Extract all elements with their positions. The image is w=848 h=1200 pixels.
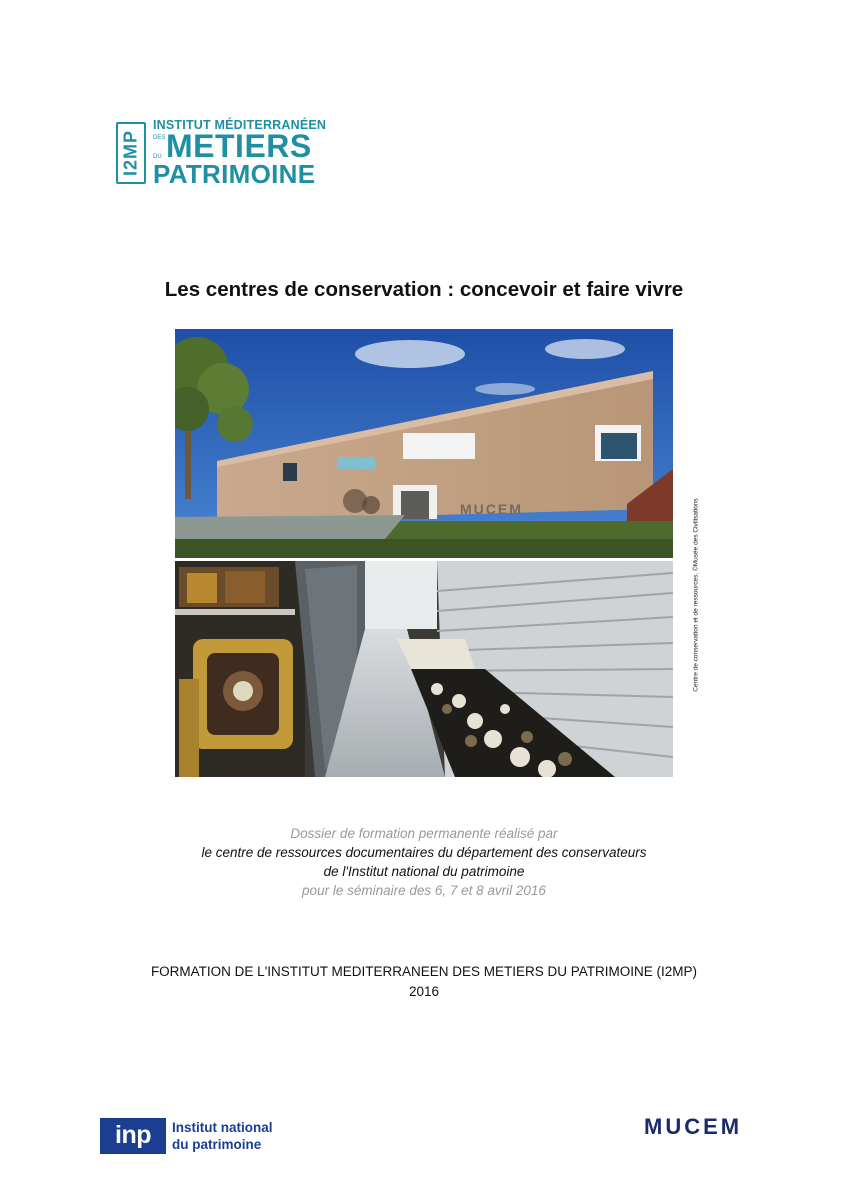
i2mp-logo-du: DU [153, 154, 162, 160]
storage-photo [175, 561, 673, 777]
i2mp-logo-line1: INSTITUT MÉDITERRANÉEN [153, 118, 327, 132]
inp-logo-line1: Institut national [172, 1120, 273, 1135]
i2mp-logo-mark: I2MP [116, 122, 146, 184]
formation-year: 2016 [408, 984, 440, 999]
building-sign: MUCEM [460, 501, 523, 517]
inp-logo [100, 1118, 290, 1158]
mucem-logo: MUCEM [644, 1114, 743, 1139]
i2mp-logo [116, 118, 341, 190]
building-photo [175, 329, 673, 559]
dossier-line-2: le centre de ressources documentaires du département des conservateurs [201, 845, 647, 860]
cover-photo [175, 329, 673, 777]
inp-logo-line2: du patrimoine [172, 1137, 262, 1152]
formation-line: FORMATION DE L'INSTITUT MEDITERRANEEN DES METIERS DU PATRIMOINE (I2MP) [150, 964, 698, 979]
i2mp-logo-line3: PATRIMOINE [153, 159, 316, 189]
i2mp-logo-des: DES [153, 135, 166, 141]
inp-logo-mark: inp [100, 1118, 166, 1154]
dossier-line-1: Dossier de formation permanente réalisé par [290, 826, 558, 841]
document-title: Les centres de conservation : concevoir et faire vivre [164, 278, 684, 301]
photo-credit: Centre de conservation et de ressources. ©Musée des Civilisations [692, 498, 700, 692]
dossier-line-4: pour le séminaire des 6, 7 et 8 avril 2016 [302, 883, 546, 898]
dossier-line-3: de l'Institut national du patrimoine [323, 864, 525, 879]
i2mp-logo-line2: METIERS [166, 128, 312, 164]
